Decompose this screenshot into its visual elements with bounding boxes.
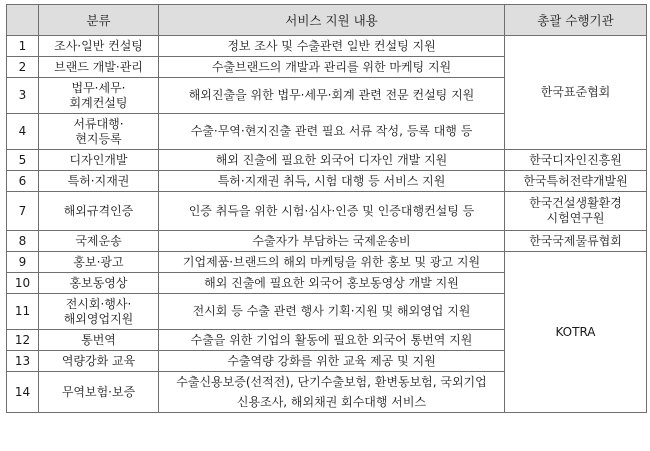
service-table [6, 4, 647, 413]
row-description: 인증 취득을 위한 시험·심사·인증 및 인증대행컨설팅 등 [159, 192, 505, 231]
row-agency: 한국특허전략개발원 [505, 171, 647, 192]
row-number: 3 [7, 78, 39, 114]
table-row [7, 36, 647, 57]
row-agency: 한국디자인진흥원 [505, 150, 647, 171]
row-number: 11 [7, 294, 39, 330]
row-category: 서류대행· 현지등록 [39, 114, 159, 150]
row-category: 전시회·행사· 해외영업지원 [39, 294, 159, 330]
row-category: 무역보험·보증 [39, 372, 159, 413]
row-number: 8 [7, 231, 39, 252]
row-category: 조사·일반 컨설팅 [39, 36, 159, 57]
row-number: 2 [7, 57, 39, 78]
row-category: 국제운송 [39, 231, 159, 252]
row-number: 13 [7, 351, 39, 372]
row-number: 9 [7, 252, 39, 273]
row-category: 홍보·광고 [39, 252, 159, 273]
row-agency: KOTRA [505, 252, 647, 413]
row-category: 통번역 [39, 330, 159, 351]
table-row [7, 171, 647, 192]
table-row [7, 231, 647, 252]
row-number: 1 [7, 36, 39, 57]
table-row [7, 150, 647, 171]
row-description: 수출을 위한 기업의 활동에 필요한 외국어 통번역 지원 [159, 330, 505, 351]
row-description: 해외진출을 위한 법무·세무·회계 관련 전문 컨설팅 지원 [159, 78, 505, 114]
row-number: 10 [7, 273, 39, 294]
row-description: 기업제품·브랜드의 해외 마케팅을 위한 홍보 및 광고 지원 [159, 252, 505, 273]
header-description: 서비스 지원 내용 [159, 5, 505, 36]
header-category: 분류 [39, 5, 159, 36]
row-category: 브랜드 개발·관리 [39, 57, 159, 78]
row-description: 정보 조사 및 수출관련 일반 컨설팅 지원 [159, 36, 505, 57]
header-row [7, 5, 647, 36]
row-agency: 한국국제물류협회 [505, 231, 647, 252]
row-description: 수출신용보증(선적전), 단기수출보험, 환변동보험, 국외기업 신용조사, 해외채권 회수대행 서비스 [159, 372, 505, 413]
row-number: 5 [7, 150, 39, 171]
row-description: 수출역량 강화를 위한 교육 제공 및 지원 [159, 351, 505, 372]
row-category: 역량강화 교육 [39, 351, 159, 372]
row-description: 전시회 등 수출 관련 행사 기획·지원 및 해외영업 지원 [159, 294, 505, 330]
row-description: 수출자가 부담하는 국제운송비 [159, 231, 505, 252]
row-category: 법무·세무· 회계컨설팅 [39, 78, 159, 114]
row-description: 특허·지재권 취득, 시험 대행 등 서비스 지원 [159, 171, 505, 192]
header-no [7, 5, 39, 36]
row-description: 수출브랜드의 개발과 관리를 위한 마케팅 지원 [159, 57, 505, 78]
row-number: 12 [7, 330, 39, 351]
header-agency: 총괄 수행기관 [505, 5, 647, 36]
row-category: 홍보동영상 [39, 273, 159, 294]
row-agency: 한국표준협회 [505, 36, 647, 150]
row-agency: 한국건설생활환경 시험연구원 [505, 192, 647, 231]
row-category: 디자인개발 [39, 150, 159, 171]
row-description: 수출·무역·현지진출 관련 필요 서류 작성, 등록 대행 등 [159, 114, 505, 150]
row-number: 4 [7, 114, 39, 150]
row-description: 해외 진출에 필요한 외국어 디자인 개발 지원 [159, 150, 505, 171]
row-number: 14 [7, 372, 39, 413]
row-category: 특허·지재권 [39, 171, 159, 192]
row-category: 해외규격인증 [39, 192, 159, 231]
table-row [7, 252, 647, 273]
row-number: 6 [7, 171, 39, 192]
row-number: 7 [7, 192, 39, 231]
row-description: 해외 진출에 필요한 외국어 홍보동영상 개발 지원 [159, 273, 505, 294]
table-row [7, 192, 647, 231]
